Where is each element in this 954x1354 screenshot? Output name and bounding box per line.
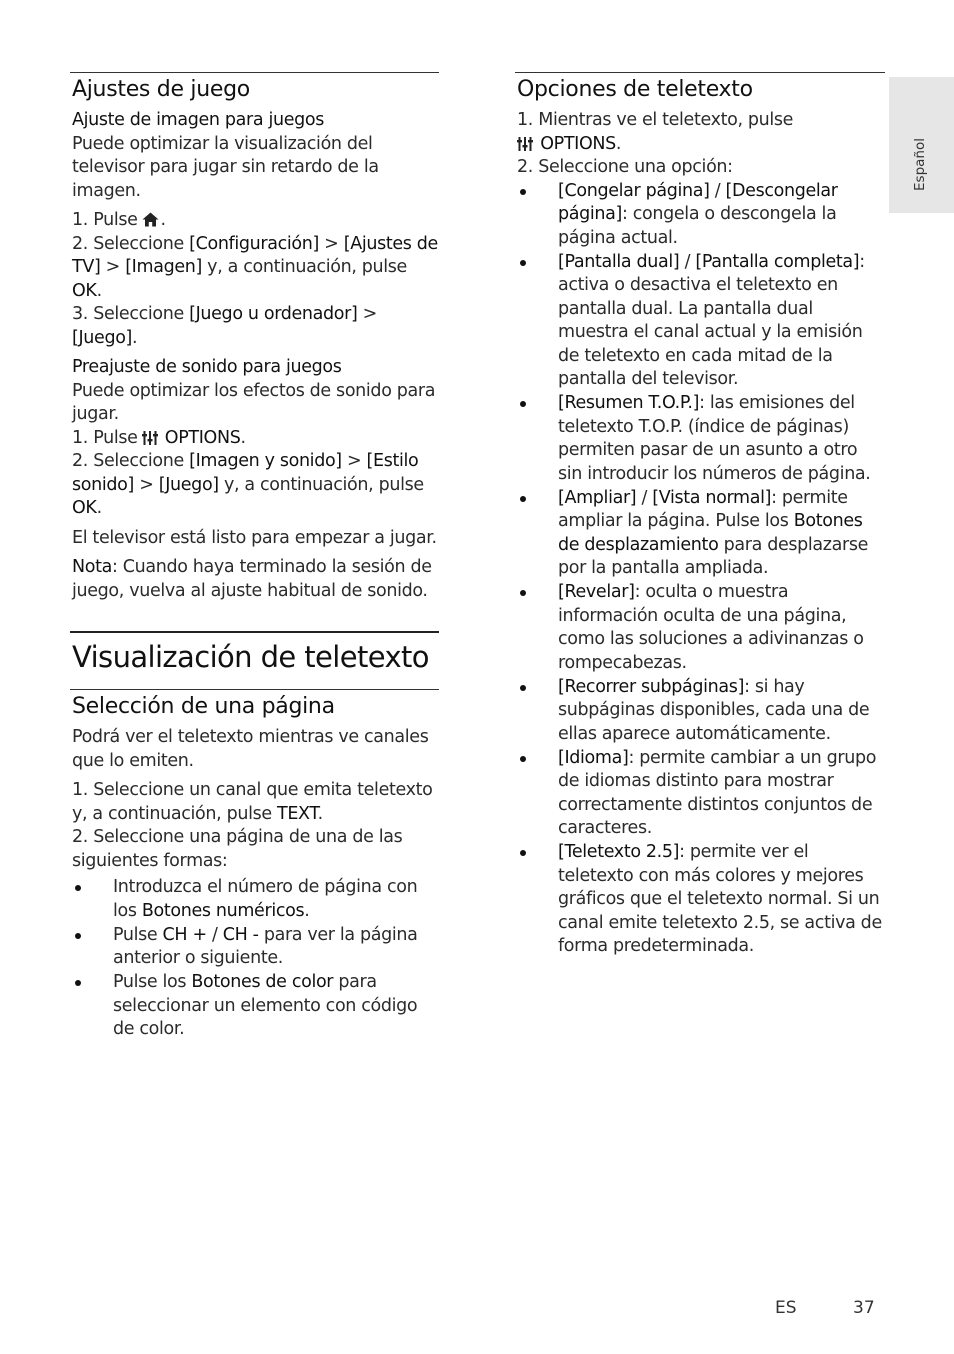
separator: /	[206, 924, 223, 945]
step-line	[70, 450, 439, 521]
option-name: [Pantalla dual]	[558, 251, 680, 272]
step-text: 2. Seleccione	[72, 451, 190, 471]
menu-path: [Configuración]	[189, 233, 319, 254]
home-icon	[142, 212, 159, 227]
key-label: OPTIONS	[540, 133, 616, 154]
key-label: OK	[72, 280, 97, 301]
item-text: para seleccionar un elemento con código de color.	[113, 972, 418, 1039]
list-item	[515, 841, 885, 959]
item-text: : si hay subpáginas disponibles, cada una de ellas aparece automáticamente.	[558, 676, 870, 744]
key-label: CH -	[222, 924, 259, 945]
paragraph: El televisor está listo para empezar a jugar.	[72, 527, 437, 548]
step-line	[70, 233, 439, 304]
key-label: CH +	[162, 924, 207, 945]
item-text: Pulse los	[113, 972, 192, 992]
separator: >	[341, 451, 367, 471]
item-text: : las emisiones del teletexto T.O.P. (índice de páginas) permiten pasar de un asunto a otro sin introducir los números de página.	[558, 393, 871, 484]
item-text: : permite cambiar a un grupo de idiomas distinto para mostrar correctamente distintos conjuntos de caracteres.	[558, 747, 877, 838]
option-name: [Pantalla completa]	[695, 251, 860, 272]
heading-ajustes-de-juego: Ajustes de juego	[72, 77, 250, 102]
item-text: Introduzca el número de página con los	[113, 877, 418, 921]
menu-path: [Juego u ordenador]	[189, 304, 358, 324]
note-label: Nota	[72, 557, 112, 577]
item-text: Pulse	[113, 924, 163, 945]
option-name: [Congelar página]	[558, 180, 710, 201]
list-item	[70, 924, 439, 971]
option-name: [Descongelar página]	[558, 180, 838, 224]
step-text: 3. Seleccione	[72, 304, 190, 324]
option-name: [Vista normal]	[652, 487, 772, 508]
separator: /	[679, 251, 696, 272]
list-item	[70, 876, 439, 923]
step-line: 1. Mientras ve el teletexto, pulse	[517, 110, 794, 130]
option-name: [Teletexto 2.5]	[558, 842, 680, 862]
list-item	[515, 581, 885, 675]
list-item	[515, 487, 885, 581]
menu-path: [Imagen]	[125, 257, 202, 277]
subheading-imagen-juegos: Ajuste de imagen para juegos	[72, 110, 324, 130]
step-line: 2. Seleccione una opción:	[517, 157, 733, 177]
item-text: : congela o descongela la página actual.	[558, 204, 837, 248]
step-line: 1. Pulse .	[72, 210, 166, 230]
option-name: [Idioma]	[558, 747, 629, 768]
key-label: Botones de color	[191, 972, 334, 992]
step-line	[70, 303, 439, 350]
right-column	[515, 72, 885, 959]
list-item	[515, 676, 885, 747]
step-line	[515, 133, 885, 157]
language-side-tab	[889, 77, 954, 213]
page-number: 37	[853, 1298, 875, 1318]
list-item	[515, 180, 885, 251]
punct: .	[240, 427, 246, 448]
step-text: 1. Pulse	[72, 210, 138, 230]
item-text: : permite ampliar la página. Pulse los	[558, 487, 848, 531]
bullet-list	[70, 876, 439, 1042]
option-name: [Ampliar]	[558, 487, 637, 508]
paragraph: Puede optimizar la visualización del televisor para jugar sin retardo de la imagen.	[72, 133, 379, 201]
left-column	[70, 72, 439, 1042]
options-icon	[517, 137, 533, 151]
step-line	[70, 427, 439, 451]
punct: .	[317, 803, 323, 824]
punct: .	[96, 280, 102, 301]
punct: .	[132, 327, 138, 348]
step-line: 2. Seleccione una página de una de las siguientes formas:	[72, 827, 403, 871]
separator: >	[318, 233, 344, 254]
options-icon	[142, 431, 158, 445]
heading-opciones-teletexto: Opciones de teletexto	[517, 77, 753, 102]
separator: >	[357, 304, 377, 324]
list-item	[70, 971, 439, 1042]
key-label: Botones numéricos	[141, 900, 305, 921]
item-text: para desplazarse por la pantalla ampliada.	[558, 534, 869, 578]
separator: >	[100, 257, 126, 277]
option-name: [Recorrer subpáginas]	[558, 676, 745, 697]
key-label: OPTIONS	[164, 427, 241, 448]
punct: .	[96, 498, 102, 518]
heading-seleccion-pagina: Selección de una página	[72, 694, 335, 719]
item-text: : activa o desactiva el teletexto en pantalla dual. La pantalla dual muestra el canal actual y la emisión de teletexto en cada mitad de la pantalla del televisor.	[558, 251, 865, 389]
key-label: TEXT	[276, 803, 318, 824]
footer-language: ES	[775, 1298, 797, 1318]
step-text: y, a continuación, pulse	[201, 257, 407, 277]
language-label: Español	[912, 138, 928, 191]
menu-path: [Ajustes de TV]	[72, 233, 438, 277]
list-item	[515, 747, 885, 841]
item-text: : oculta o muestra información oculta de una página, como las soluciones a adivinanzas o rompecabezas.	[558, 582, 864, 673]
separator: /	[709, 180, 726, 201]
list-item	[515, 251, 885, 392]
key-label: OK	[72, 498, 97, 518]
step-text: 1. Pulse	[72, 427, 138, 448]
title-visualizacion-teletexto: Visualización de teletexto	[72, 640, 429, 674]
item-text: para ver la página anterior o siguiente.	[113, 924, 418, 968]
step-text: y, a continuación, pulse	[218, 474, 424, 495]
paragraph: Puede optimizar los efectos de sonido para jugar.	[72, 380, 436, 424]
separator: /	[636, 487, 653, 508]
step-line	[70, 779, 439, 826]
punct: .	[304, 900, 310, 921]
menu-path: [Imagen y sonido]	[189, 451, 342, 471]
option-name: [Revelar]	[558, 582, 635, 602]
note	[70, 556, 439, 603]
step-text: 2. Seleccione	[72, 233, 190, 254]
bullet-list	[515, 180, 885, 959]
note-text: : Cuando haya terminado la sesión de juego, vuelva al ajuste habitual de sonido.	[72, 557, 432, 601]
list-item	[515, 392, 885, 486]
separator: >	[133, 474, 159, 495]
key-label: Botones de desplazamiento	[558, 511, 863, 555]
punct: .	[615, 133, 622, 154]
menu-path: [Juego]	[158, 474, 219, 495]
paragraph: Podrá ver el teletexto mientras ve canales que lo emiten.	[72, 727, 429, 771]
subheading-sonido-juegos: Preajuste de sonido para juegos	[72, 357, 342, 377]
step-text: 1. Seleccione un canal que emita teletexto y, a continuación, pulse	[72, 780, 433, 824]
menu-path: [Juego]	[72, 327, 133, 348]
item-text: : permite ver el teletexto con más colores y mejores gráficos que el teletexto normal. Si un canal emite teletexto 2.5, se activa de forma predeterminada.	[558, 842, 882, 956]
option-name: [Resumen T.O.P.]	[558, 393, 700, 413]
menu-path: [Estilo sonido]	[72, 451, 419, 495]
